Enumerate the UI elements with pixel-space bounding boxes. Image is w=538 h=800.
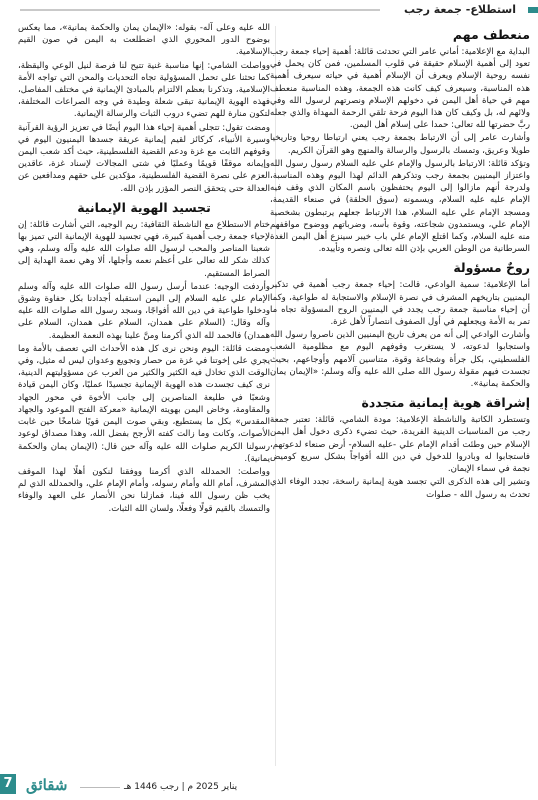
page-footer bbox=[0, 768, 538, 800]
article-paragraph: الله عليه وعلى آله- بقوله: «الإيمان يمان والحكمة يمانية»، مما يعكس بوضوح الدور المحوري الذي اضطلعت به اليمن في صون القيم الإسلامية. bbox=[18, 23, 270, 58]
issue-info: يناير 2025 م | رجب 1446 هـ bbox=[124, 782, 238, 792]
article-paragraph: ومضت قائلة: اليوم ونحن نرى كل هذه الأحداث التي تعصف بالأمة وما يجري على إخوتنا في غزة من حصار وتجويع وعدوان ليس له مثيل، وفي الوقت الذي تخاذل فيه الكثير والكثير من العرب عن مسؤوليتهم الدينية، نرى كيف تجسدت هذه الهوية الإيمانية تجسيدًا عمليًا، وكان اليمن قيادة وشعبًا في طليعة المناصرين إلى جانب الأخوة في محور الجهاد والمقاومة، وخاض اليمن بهويته الإيمانية «معركة الفتح الموعود والجهاد المقدس» بكل ما يستطيع، وبقي صوت اليمن قويًا شامخًا حين غابت الأصوات، وكانت وما زالت كفته الأرجح بفضل الله، وهذا مصداق لوعود رسولنا الكريم صلوات الله عليه وآله حين قال: (الإيمان يمان والحكمة يمانية). bbox=[18, 343, 270, 464]
article-paragraph: وواصلت الشامي: إنها مناسبة غنية تتيح لنا فرصة لنيل الوعي واليقظة، كما تحثنا على تحمل المسؤولية تجاه التحديات والمحن التي تواجه الأمة الإسلامية، وتذكرنا بعظم الالتزام بالمبادئ الإيمانية في مختلف المفاصل، فهذه الهوية الإيمانية تبقى شعلة وطيدة في وجه الصراعات المختلفة، لتكون منارة للهم تضيء دروب الثبات والرسالة الإيمانية. bbox=[18, 60, 270, 120]
article-paragraph: وتشير إلى هذه الذكرى التي تجسد هوية إيمانية راسخة، تجدد الوفاء الذي تحدث به رسول الله - صلوات bbox=[270, 477, 530, 500]
section-heading: روحٌ مسؤولة bbox=[453, 260, 530, 276]
article-paragraph: وأشارت عامر إلى أن الارتباط بجمعة رجب يعني ارتباطا روحيا وتاريخيا طويلا وعريق، وتمسك بالرسول والرسالة والمنهج وهو القرآن الكريم. bbox=[270, 133, 530, 156]
left-column bbox=[18, 22, 270, 768]
article-paragraph: أما الإعلامية: سمية الوادعي، قالت: إحياء جمعة رجب أهمية في تذكير اليمنيين بتاريخهم المشرف في نصرة الإسلام والاستجابة له طواعية، وكما أن إحياء مناسبة جمعة رجب يجدد في اليمنيين الروح المسؤولة تجاه ما تمر به الأمة ويجعلهم في أول الصفوف انتصاراً لأهل غزة. bbox=[270, 280, 530, 328]
section-title: استطلاع- جمعة رجب bbox=[404, 3, 516, 16]
header-accent-bar bbox=[528, 7, 538, 13]
article-paragraph: البداية مع الإعلامية: أماني عامر التي تحدثت قائلة: أهمية إحياء جمعة رجب تعود إلى أهمية الإسلام حقيقة في قلوب المسلمين، فمن كان يحمل في نفسه روحية الإسلام ويعرف أن الإسلام أهمية في حياته سيعرف أهمية هذه المناسبة، وسيعرف كيف كانت هذه الجمعة، وهذه المناسبة منعطف مهم في حياة أهل اليمن في دخولهم الإسلام ونصرتهم لرسول الله وفي ولائهم له، بل وكيف كان هذا اليوم فرحة تلقي الرحمة المهداة والذي جعله ربَّ حضرتها لله تعالى: حمدا على إسلام أهل اليمن. bbox=[270, 47, 530, 131]
article-paragraph: ومضت تقول: تتجلى أهمية إحياء هذا اليوم أيضًا في تعزيز الرؤية القرآنية وسيرة الأنبياء، كركائز لقيم إيمانية عريقة جسدها اليمنيون اليوم في وقوفهم الثابت مع غزة ودعم القضية الفلسطينية، حيث أكد شعب اليمن وإيمانه موقفًا قويمًا وعمليًا في شتى المجالات لإسناد غزة، عاقدين العزم على نصرة القضية الفلسطينية، مؤكدين على حقهم ومدافعين عن العدالة حتى يتحقق النصر المؤزر بإذن الله. bbox=[18, 122, 270, 194]
right-column bbox=[270, 22, 530, 768]
footer-rule bbox=[80, 787, 120, 788]
magazine-logo: شقائق bbox=[26, 776, 68, 794]
section-heading: منعطف مهم bbox=[452, 27, 530, 42]
article-paragraph: وأردفت الوجيه: عندما أرسل رسول الله صلوات الله عليه وآله وسلم الإمام علي عليه السلام إلى اليمن استقبله أجدادنا بكل حفاوة وشوق ودخلوا طواعية في دين الله أفواجًا، وسجد رسول الله صلوات الله عليه وآله وقال: (السلام على همدان، السلام على همدان، السلام على همدان) فالحمد لله الذي أكرمنا ومنَّ علينا بهذه النعمة العظيمة. bbox=[18, 281, 270, 341]
article-paragraph: وتؤكد قائلة: الارتباط بالرسول والإمام علي عليه السلام رسول رسول الله واعتزاز اليمنيين بجمعة رجب وتذكرهم الدائم لهذا اليوم وهذه المناسبة، ولدرجة أنهم مازالوا إلى اليوم يحتفظون باسم المكان الذي وقف فيه الإمام عليه عليه السلام، ويسمونه (سوق الحلقة) في صنعاء القديمة، ومسجد الإمام علي عليه السلام، هذا الارتباط جعلهم يرتبطون بشخصية الإمام علي، ويستمدون شجاعته، وقوة بأسه، وضرباتهم ووضوح مواقفهم منه عليه السلام، وكما اقتلع الإمام علي باب خيبر سينزع أهل اليمن الغدة السرطانية من الوطن العربي بإذن الله تعالى ونصره وتأييده. bbox=[270, 158, 530, 255]
article-paragraph: ختام الاستطلاع مع الناشطة الثقافية: ريم الوجيه، التي أشارت قائلة: إن لإحياء جمعة رجب أهمية كبيرة، فهي تجسيد للهوية الإيمانية التي تميز بها شعبنا المناصر والمحب لرسول الله صلوات الله عليه وآله وسلم، وهي كذلك شكر لله تعالى على أعظم نعمه وأجلها، ألا وهي نعمة الهداية إلى الصراط المستقيم. bbox=[18, 219, 270, 279]
section-heading: تجسيد الهوية الإيمانية bbox=[77, 199, 211, 215]
page-number: 7 bbox=[0, 774, 16, 794]
article-paragraph: وتستطرد الكاتبة والناشطة الإعلامية: مودة الشامي، قائلة: تعتبر جمعة رجب من المناسبات الدينية الفريدة، حيث تضيء ذكرى دخول أهل اليمن الإسلام حين وطئت أقدام الإمام علي -عليه السلام- أرض صنعاء لدعوتهم، فاستجابوا له وبادروا للدخول في دين الله أفواجاً بشكل سريع كوميض نجمة في سماء الإيمان. bbox=[270, 415, 530, 475]
page-header bbox=[0, 0, 538, 20]
article-paragraph: وأشارت الوادعي إلى أنه من يعرف تاريخ اليمنيين الذين ناصروا رسول الله واستجابوا لدعوته، لا يستغرب وقوفهم اليوم مع مظلومية الشعب الفلسطيني، بكل جرأة وشجاعة وقوة، متناسين آلامهم وأوجاعهم، بحيث تجسدت فيهم مقولة رسول الله صلى الله عليه وآله وسلم: «الإيمان يمان والحكمة يمانية». bbox=[270, 330, 530, 390]
header-rule bbox=[20, 9, 380, 11]
section-heading: إشراقة هوية إيمانية متجددة bbox=[361, 395, 530, 411]
article-paragraph: وواصلت: الحمدلله الذي أكرمنا ووفقنا لنكون أهلًا لهذا الموقف المشرف، أمام الله وأمام رسوله، وأمام الإمام علي، والحمدلله الذي لم يخب ظن رسول الله فينا، فمازلنا نحن الأنصار على العهد والوفاء والتمسك بالقيم قولًا وفعلًا، ولسان الله الثبات. bbox=[18, 466, 270, 514]
